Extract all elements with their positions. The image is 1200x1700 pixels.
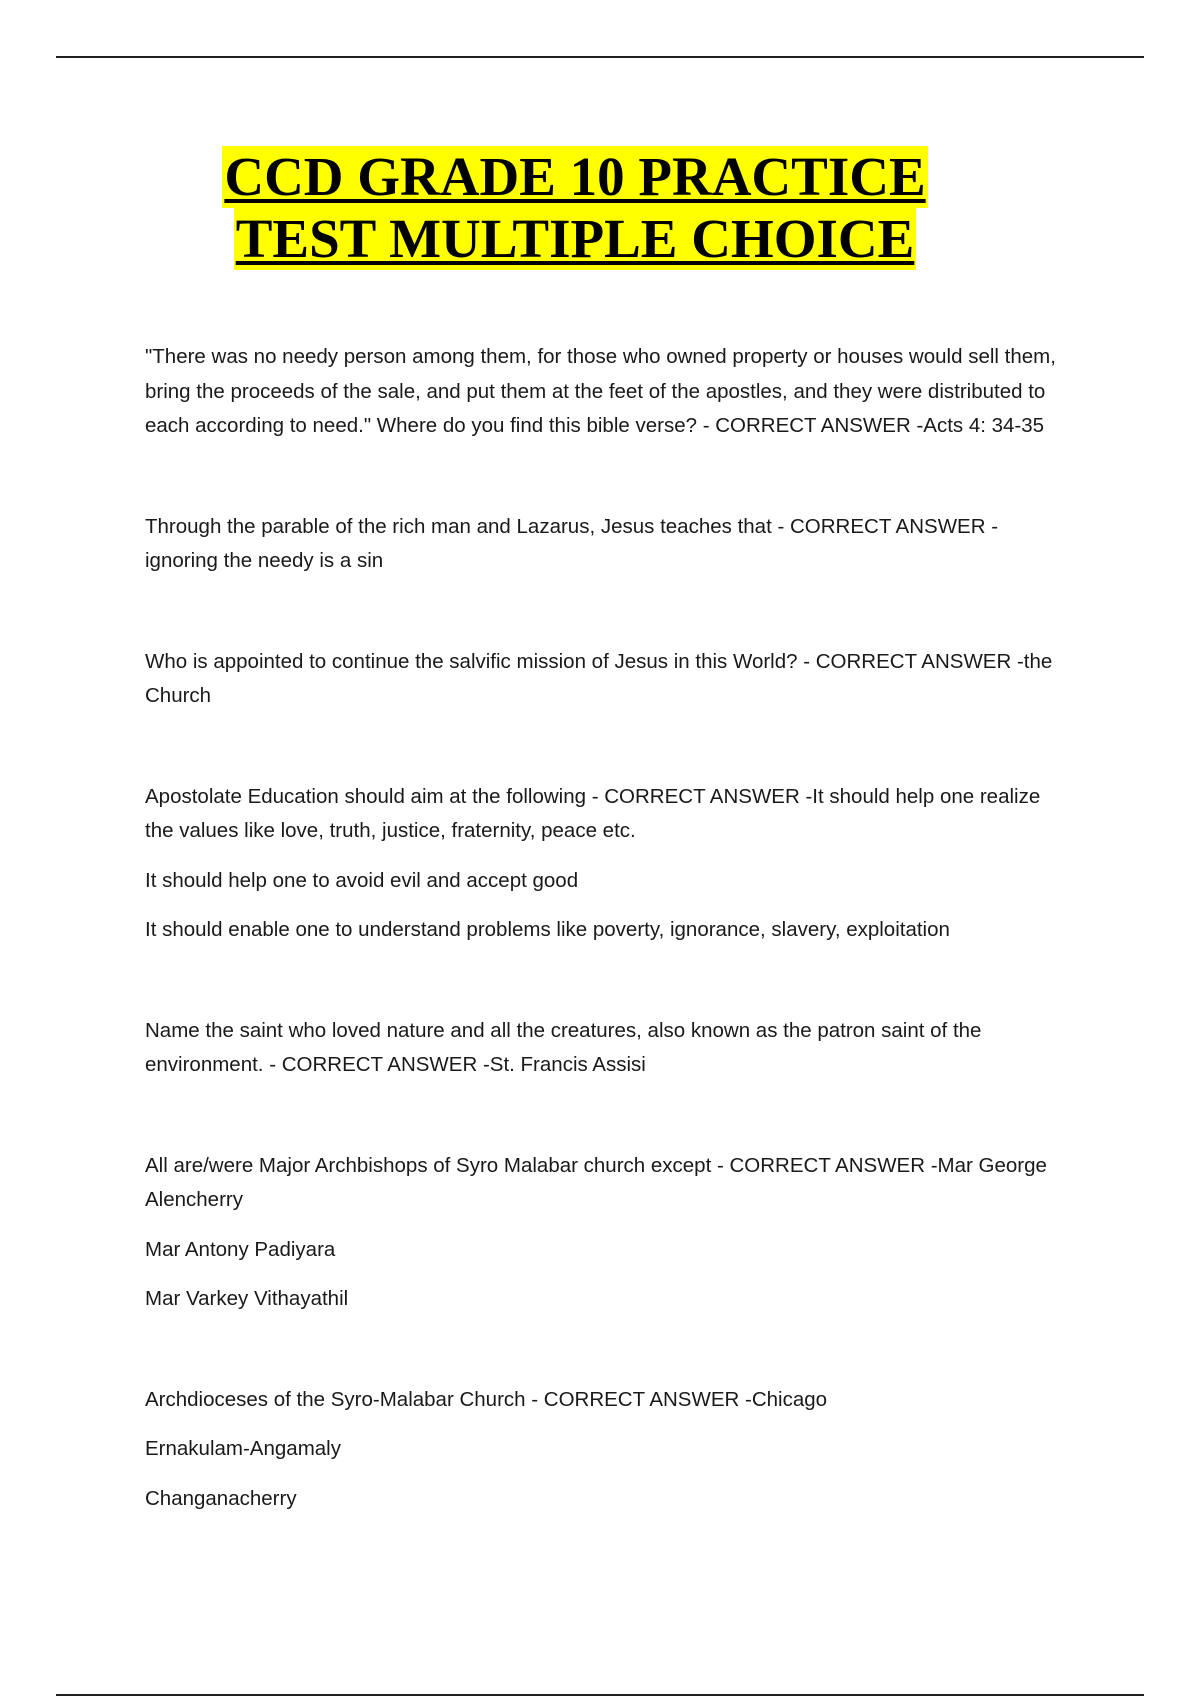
question-item	[145, 780, 1065, 948]
question-text: Through the parable of the rich man and Lazarus, Jesus teaches that - CORRECT ANSWER -ignoring the needy is a sin	[145, 514, 999, 572]
top-rule	[56, 56, 1144, 58]
question-item	[145, 1383, 1065, 1517]
answer-line: Mar Antony Padiyara	[145, 1237, 336, 1261]
answer-line: Changanacherry	[145, 1486, 297, 1510]
question-item	[145, 340, 1065, 444]
bottom-rule	[56, 1694, 1144, 1696]
question-text: Apostolate Education should aim at the following - CORRECT ANSWER -It should help one realize the values like love, truth, justice, fraternity, peace etc.	[145, 784, 1041, 842]
answer-line: Ernakulam-Angamaly	[145, 1437, 341, 1460]
question-item	[145, 1014, 1065, 1083]
question-item	[145, 645, 1065, 714]
question-text: All are/were Major Archbishops of Syro Malabar church except - CORRECT ANSWER -Mar George Alencherry	[145, 1153, 1047, 1211]
question-text: Name the saint who loved nature and all the creatures, also known as the patron saint of the environment. - CORRECT ANSWER -St. Francis Assisi	[145, 1018, 982, 1076]
answer-line: It should enable one to understand problems like poverty, ignorance, slavery, exploitation	[145, 918, 950, 941]
title-line-1: CCD GRADE 10 PRACTICE	[224, 146, 926, 207]
document-title	[0, 146, 1150, 270]
answer-line: Mar Varkey Vithayathil	[145, 1287, 349, 1310]
question-item	[145, 510, 1065, 579]
question-text: Archdioceses of the Syro-Malabar Church - CORRECT ANSWER -Chicago	[145, 1387, 828, 1411]
title-line-2: TEST MULTIPLE CHOICE	[235, 208, 915, 269]
question-list	[145, 340, 1065, 1516]
question-text: Who is appointed to continue the salvific mission of Jesus in this World? - CORRECT ANSWER -the Church	[145, 649, 1053, 707]
answer-line: It should help one to avoid evil and accept good	[145, 868, 579, 892]
question-item	[145, 1149, 1065, 1317]
question-text: "There was no needy person among them, for those who owned property or houses would sell them, bring the proceeds of the sale, and put them at the feet of the apostles, and they were distributed to each according to need." Where do you find this bible verse? - CORRECT ANSWER -Acts 4: 34-35	[145, 345, 1056, 437]
